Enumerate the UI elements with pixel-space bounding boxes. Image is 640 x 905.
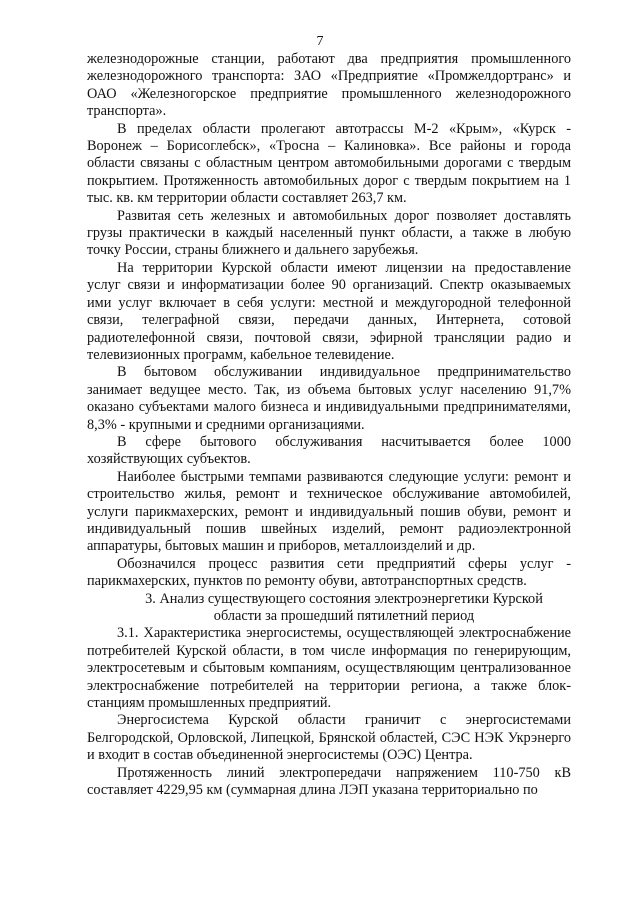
- paragraph-fast-growing-services: Наиболее быстрыми темпами развиваются следующие услуги: ремонт и строительство жилья, ремонт и техническое обслуживание автомобилей, услуги парикмахерских, ремонт и индивидуальный пошив обуви, ремонт и индивидуальный пошив швейных изделий, ремонт радиоэлектронной аппаратуры, бытовых машин и приборов, металлоизделий и др.: [87, 468, 571, 555]
- paragraph-power-lines-length: Протяженность линий электропередачи напряжением 110-750 кВ составляет 4229,95 км (суммарная длина ЛЭП указана территориально по: [87, 764, 571, 799]
- paragraph-energy-system-borders: Энергосистема Курской области граничит с энергосистемами Белгородской, Орловской, Липецкой, Брянской областей, СЭС НЭК Укрэнерго и входит в состав объединенной энергосистемы (ОЭС) Центра.: [87, 712, 571, 764]
- paragraph-service-entities: В сфере бытового обслуживания насчитывается более 1000 хозяйствующих субъектов.: [87, 433, 571, 468]
- section-heading-line-2: области за прошедший пятилетний период: [213, 608, 475, 624]
- paragraph-communication-services: На территории Курской области имеют лицензии на предоставление услуг связи и информатизации более 90 организаций. Спектр оказываемых ими услуг включает в себя услуги: местной и междугородной телефонной связи, телеграфной связи, передачи данных, Интернета, сотовой радиотелефонной связи, почтовой связи, эфирной трансляции радио и телевизионных программ, кабельное телевидение.: [87, 259, 571, 363]
- section-heading-line-1: 3. Анализ существующего состояния электроэнергетики Курской: [145, 590, 543, 607]
- paragraph-railway-enterprises: железнодорожные станции, работают два предприятия промышленного железнодорожного транспорта: ЗАО «Предприятие «Промжелдортранс» и ОАО «Железногорское предприятие промышленного железнодорожного транспорта».: [87, 51, 571, 120]
- paragraph-energy-system-characteristics: 3.1. Характеристика энергосистемы, осуществляющей электроснабжение потребителей Курской области, в том числе информация по генерирующим, электросетевым и сбытовым компаниям, осуществляющим централизованное электроснабжение потребителей на территории региона, а также блок-станциям промышленных предприятий.: [87, 625, 571, 712]
- paragraph-service-network: Обозначился процесс развития сети предприятий сферы услуг - парикмахерских, пунктов по ремонту обуви, автотранспортных средств.: [87, 555, 571, 590]
- paragraph-road-network: Развитая сеть железных и автомобильных дорог позволяет доставлять грузы практически в каждый населенный пункт области, а также в любую точку России, страны ближнего и дальнего зарубежья.: [87, 207, 571, 259]
- section-heading: [87, 591, 571, 626]
- document-body: [87, 51, 571, 799]
- paragraph-highways: В пределах области пролегают автотрассы М-2 «Крым», «Курск - Воронеж – Борисоглебск», «Тросна – Калиновка». Все районы и города области связаны с областным центром автомобильными дорогами с твердым покрытием. Протяженность автомобильных дорог с твердым покрытием на 1 тыс. кв. км территории области составляет 263,7 км.: [87, 120, 571, 207]
- paragraph-consumer-services: В бытовом обслуживании индивидуальное предпринимательство занимает ведущее место. Так, из объема бытовых услуг населению 91,7% оказано субъектами малого бизнеса и индивидуальными предпринимателями, 8,3% - крупными и средними организациями.: [87, 364, 571, 433]
- page-number: 7: [316, 34, 324, 49]
